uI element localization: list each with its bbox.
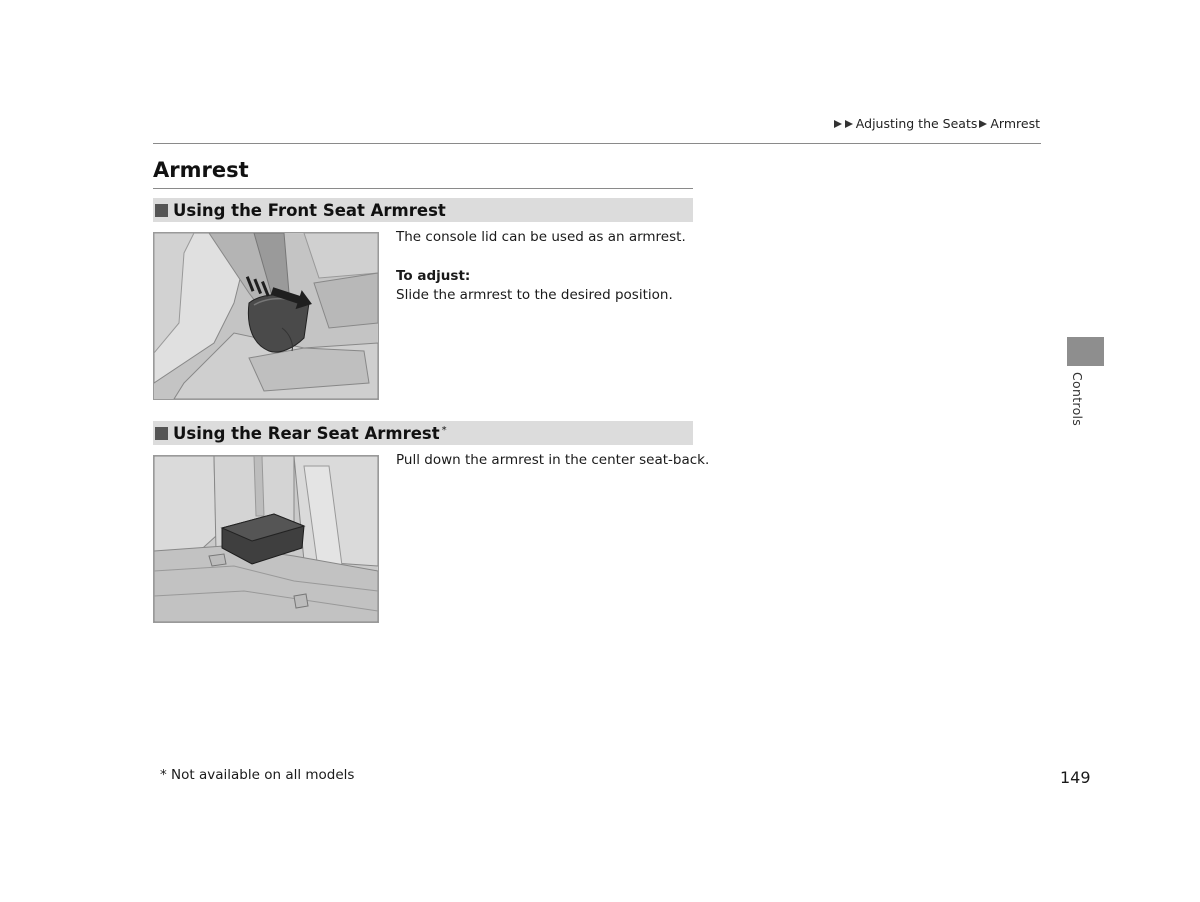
breadcrumb (834, 116, 1040, 131)
page-title: Armrest (153, 158, 249, 182)
section-heading-rear-label: Using the Rear Seat Armrest (173, 423, 440, 443)
front-armrest-text (396, 228, 686, 305)
chapter-tab-marker (1067, 337, 1104, 366)
front-armrest-illustration-svg (154, 233, 378, 399)
section-square-icon (155, 427, 168, 440)
section-square-icon (155, 204, 168, 217)
availability-asterisk: * (441, 424, 447, 436)
rear-armrest-illustration-svg (154, 456, 378, 622)
breadcrumb-item-armrest[interactable]: Armrest (990, 116, 1040, 131)
rear-armrest-description: Pull down the armrest in the center seat-back. (396, 452, 710, 468)
breadcrumb-item-adjusting-seats[interactable]: Adjusting the Seats (855, 116, 978, 131)
chapter-tab-label: Controls (1070, 372, 1085, 427)
rear-armrest-illustration (153, 455, 379, 623)
title-divider (153, 188, 693, 189)
front-armrest-description: The console lid can be used as an armrest. (396, 229, 686, 245)
rear-armrest-text (396, 451, 709, 470)
front-armrest-illustration (153, 232, 379, 400)
section-heading-rear (153, 421, 693, 445)
page-number: 149 (1060, 768, 1091, 787)
section-heading-front (153, 198, 693, 222)
to-adjust-subheading: To adjust: (396, 268, 471, 284)
header-divider (153, 143, 1041, 144)
breadcrumb-arrow-icon (845, 120, 853, 128)
front-armrest-instruction: Slide the armrest to the desired position. (396, 287, 673, 303)
breadcrumb-arrow-icon (834, 120, 842, 128)
footnote: * Not available on all models (160, 767, 355, 783)
section-heading-front-label: Using the Front Seat Armrest (173, 200, 446, 220)
breadcrumb-arrow-icon (979, 120, 987, 128)
